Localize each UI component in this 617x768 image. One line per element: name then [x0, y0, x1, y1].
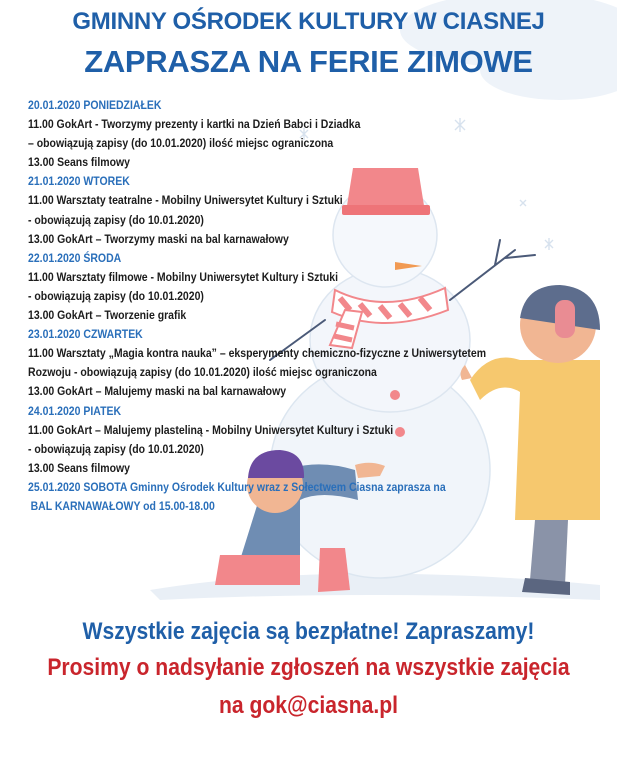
registration-request: Prosimy o nadsyłanie zgłoszeń na wszystkie zajęcia [47, 654, 570, 681]
day-heading: 20.01.2020 PONIEDZIAŁEK [28, 98, 162, 112]
day-heading: 21.01.2020 WTOREK [28, 174, 130, 189]
day-heading: 23.01.2020 CZWARTEK [28, 327, 143, 342]
schedule [28, 96, 588, 516]
schedule-item: 13.00 GokArt – Tworzymy maski na bal karnawałowy [28, 231, 289, 246]
header-organization: GMINNY OŚRODEK KULTURY W CIASNEJ [72, 8, 545, 35]
final-event-line: 25.01.2020 SOBOTA Gminny Ośrodek Kultury wraz z Sołectwem Ciasna zaprasza na [28, 479, 446, 494]
schedule-item: 13.00 GokArt – Tworzenie grafik [28, 308, 187, 323]
final-event-line: BAL KARNAWAŁOWY od 15.00-18.00 [30, 498, 215, 513]
schedule-item: - obowiązują zapisy (do 10.01.2020) [28, 212, 204, 227]
header-title: ZAPRASZA NA FERIE ZIMOWE [84, 44, 533, 79]
schedule-item: 11.00 Warsztaty teatralne - Mobilny Uniwersytet Kultury i Sztuki [28, 193, 343, 208]
schedule-item: 11.00 Warsztaty filmowe - Mobilny Uniwersytet Kultury i Sztuki [28, 269, 339, 284]
schedule-item: 11.00 Warsztaty „Magia kontra nauka” – eksperymenty chemiczno-fizyczne z Uniwersytetem [28, 346, 487, 361]
schedule-item: – obowiązują zapisy (do 10.01.2020) ilość miejsc ograniczona [28, 136, 334, 151]
schedule-item: 13.00 Seans filmowy [28, 155, 130, 170]
contact-email: na gok@ciasna.pl [218, 692, 399, 719]
schedule-item: 11.00 GokArt - Tworzymy prezenty i kartki na Dzień Babci i Dziadka [28, 117, 361, 132]
free-activities-note: Wszystkie zajęcia są bezpłatne! Zapraszamy! [82, 618, 535, 645]
schedule-item: - obowiązują zapisy (do 10.01.2020) [28, 441, 204, 456]
schedule-item: 11.00 GokArt – Malujemy plasteliną - Mobilny Uniwersytet Kultury i Sztuki [28, 422, 394, 437]
day-heading: 24.01.2020 PIATEK [28, 403, 122, 418]
schedule-item: 13.00 Seans filmowy [28, 460, 130, 475]
schedule-item: - obowiązują zapisy (do 10.01.2020) [28, 288, 204, 303]
schedule-item: 13.00 GokArt – Malujemy maski na bal karnawałowy [28, 384, 287, 399]
schedule-item: Rozwoju - obowiązują zapisy (do 10.01.2020) ilość miejsc ograniczona [28, 365, 377, 380]
day-heading: 22.01.2020 ŚRODA [28, 250, 122, 265]
